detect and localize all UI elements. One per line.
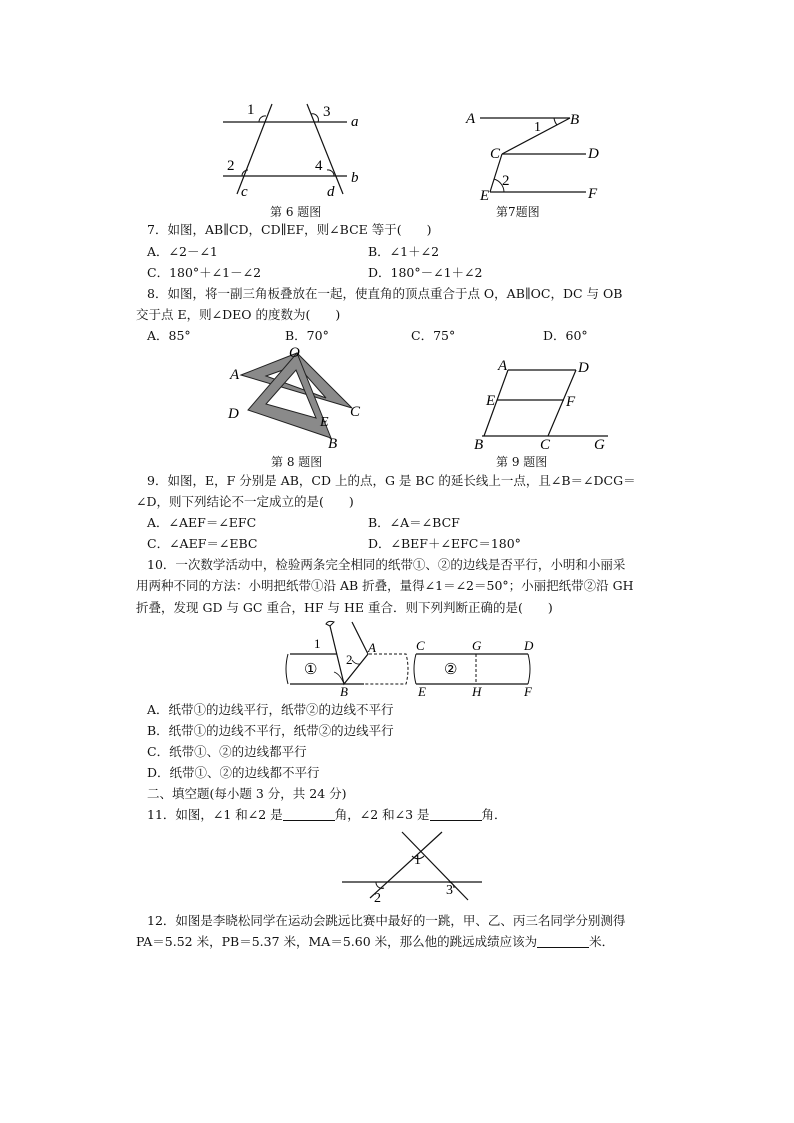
q10-stem-line1: 10．一次数学活动中，检验两条完全相同的纸带①、②的边线是否平行，小明和小丽采: [147, 557, 626, 572]
fig7-label-A: A: [466, 111, 476, 127]
fig6-label-3: 3: [323, 104, 331, 120]
fig10-label-strip2: ②: [444, 662, 458, 678]
q10-option-a: A．纸带①的边线平行，纸带②的边线不平行: [147, 702, 394, 717]
fig11-label-2: 2: [374, 891, 381, 906]
fig9-label-F: F: [566, 394, 576, 410]
q9-stem-line2: ∠D，则下列结论不一定成立的是( ): [136, 494, 354, 509]
q10-stem-line3: 折叠，发现 GD 与 GC 重合，HF 与 HE 重合．则下列判断正确的是( ): [136, 600, 553, 615]
fig10-label-F: F: [524, 684, 532, 699]
fig10-label-G: G: [472, 638, 482, 653]
fig9-label-G: G: [594, 437, 605, 452]
figure-10: [282, 620, 540, 700]
figure-9: [470, 356, 615, 452]
figure-8: [226, 346, 368, 450]
fig6-label-2: 2: [227, 158, 235, 174]
fig10-label-H: H: [472, 684, 482, 699]
q7-option-c: C．180°＋∠1－∠2: [147, 265, 262, 280]
q11-part3: 角．: [481, 807, 507, 822]
fig10-label-A: A: [368, 640, 376, 655]
fig10-label-1: 1: [314, 636, 321, 651]
fig10-label-D: D: [524, 638, 534, 653]
fig9-label-B: B: [474, 437, 484, 452]
fig10-label-B: B: [340, 684, 348, 699]
q7-option-d: D．180°－∠1＋∠2: [368, 265, 483, 280]
fig7-label-D: D: [588, 146, 599, 162]
fig10-label-E: E: [418, 684, 426, 699]
q11-blank-1: [283, 808, 335, 821]
q9-stem-line1: 9．如图，E，F 分别是 AB，CD 上的点，G 是 BC 的延长线上一点，且∠B＝∠DCG＝: [147, 473, 636, 488]
figure-9-caption: 第 9 题图: [496, 455, 548, 469]
fig10-label-C: C: [416, 638, 425, 653]
fig7-label-B: B: [570, 112, 580, 128]
figure-7-caption: 第7题图: [496, 205, 540, 219]
q8-option-c: C．75°: [411, 328, 456, 343]
q9-option-a: A．∠AEF＝∠EFC: [147, 515, 257, 530]
q12-line1: 12．如图是李晓松同学在运动会跳远比赛中最好的一跳，甲、乙、丙三名同学分别测得: [147, 913, 626, 928]
fig11-label-3: 3: [446, 883, 453, 898]
fig8-label-B: B: [328, 436, 338, 450]
fig7-label-E: E: [480, 188, 490, 204]
fig9-label-E: E: [486, 393, 496, 409]
q8-stem-line1: 8．如图，将一副三角板叠放在一起，使直角的顶点重合于点 O，AB∥OC，DC 与 OB: [147, 286, 623, 301]
fig8-label-E: E: [320, 415, 329, 430]
q10-stem-line2: 用两种不同的方法：小明把纸带①沿 AB 折叠，量得∠1＝∠2＝50°；小丽把纸带②沿 GH: [136, 578, 634, 593]
fig7-label-C: C: [490, 146, 501, 162]
fig6-label-4: 4: [315, 158, 323, 174]
figure-7: [462, 106, 612, 206]
section-2-heading: 二、填空题(每小题 3 分，共 24 分): [147, 786, 347, 801]
q10-option-d: D．纸带①、②的边线都不平行: [147, 765, 320, 780]
fig6-label-a: a: [351, 114, 359, 130]
fig8-label-C: C: [350, 404, 361, 420]
fig8-label-A: A: [230, 367, 240, 383]
q9-option-b: B．∠A＝∠BCF: [368, 515, 460, 530]
q12-line2-text: PA＝5.52 米，PB＝5.37 米，MA＝5.60 米，那么他的跳远成绩应该为: [136, 934, 538, 949]
fig7-label-2: 2: [502, 173, 510, 189]
q11-part1: 11．如图，∠1 和∠2 是: [147, 807, 283, 822]
q12-blank: [537, 935, 589, 948]
q7-option-b: B．∠1＋∠2: [368, 244, 440, 259]
figure-8-caption: 第 8 题图: [271, 455, 323, 469]
q8-option-b: B．70°: [285, 328, 329, 343]
q9-option-c: C．∠AEF＝∠EBC: [147, 536, 258, 551]
fig9-label-D: D: [578, 360, 589, 376]
fig6-label-b: b: [351, 170, 359, 186]
fig6-label-d: d: [327, 184, 335, 200]
fig9-label-C: C: [540, 437, 551, 452]
fig8-label-O: O: [289, 346, 300, 361]
figure-6-caption: 第 6 题图: [270, 205, 322, 219]
q10-option-b: B．纸带①的边线不平行，纸带②的边线平行: [147, 723, 394, 738]
q12-line2-unit: 米．: [589, 934, 615, 949]
fig10-label-2: 2: [346, 652, 353, 667]
figure-11: [340, 826, 488, 908]
q12-line2: [136, 934, 614, 950]
q9-option-d: D．∠BEF＋∠EFC＝180°: [368, 536, 521, 551]
q11-blank-2: [430, 808, 482, 821]
fig6-label-1: 1: [247, 102, 255, 118]
q7-stem: 7．如图，AB∥CD，CD∥EF，则∠BCE 等于( ): [147, 222, 432, 237]
q7-option-a: A．∠2－∠1: [147, 244, 218, 259]
q8-option-a: A．85°: [147, 328, 191, 343]
fig7-label-1: 1: [534, 120, 541, 135]
fig8-label-D: D: [228, 406, 239, 422]
q11-part2: 角，∠2 和∠3 是: [334, 807, 430, 822]
q8-option-d: D．60°: [543, 328, 588, 343]
fig9-label-A: A: [498, 358, 508, 374]
figure-6: [215, 96, 365, 200]
fig11-label-1: 1: [414, 853, 421, 868]
q10-option-c: C．纸带①、②的边线都平行: [147, 744, 307, 759]
q11-line: [147, 807, 507, 823]
fig10-label-strip1: ①: [304, 662, 318, 678]
fig7-label-F: F: [588, 186, 598, 202]
fig6-label-c: c: [241, 184, 248, 200]
q8-stem-line2: 交于点 E，则∠DEO 的度数为( ): [136, 307, 341, 322]
